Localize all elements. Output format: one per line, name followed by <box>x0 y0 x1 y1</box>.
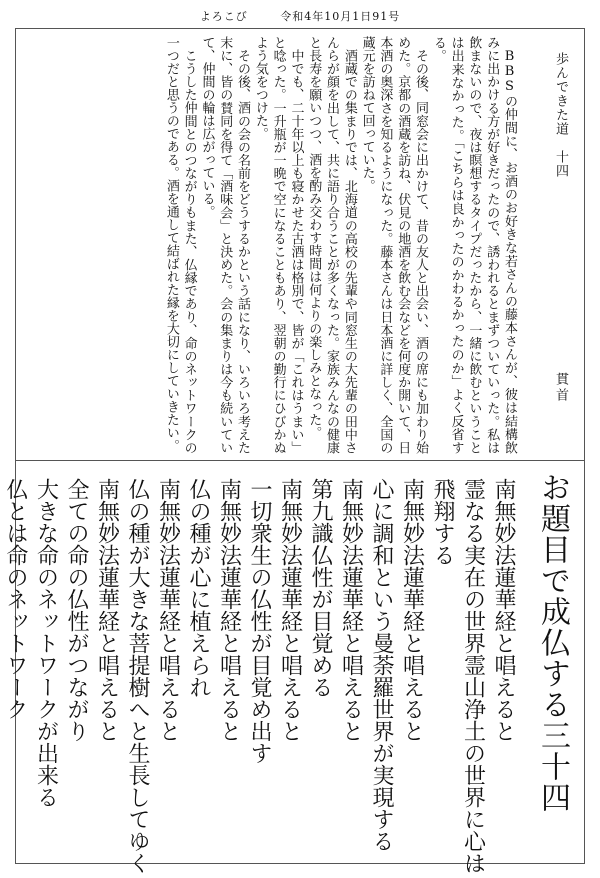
essay-paragraph: 酒蔵での集まりでは、北海道の高校の先輩や同窓生の大先輩の田中さんらが顔を出して、共に語り合うことが多くなった。家族みんなの健康と長寿を願いつつ、酒を酌み交わす時間は何よりの楽しみとなった。 <box>306 36 357 454</box>
essay-body <box>23 36 518 454</box>
poem-line: 南無妙法蓮華経と唱えると <box>155 478 181 742</box>
essay-paragraph: その後、酒の会の名前をどうするかという話になり、いろいろ考えた末に、皆の賛同を得て「酒味会」と決めた。会の集まりは今も続いていて、仲間の輪は広がっている。 <box>199 36 251 454</box>
poem-line: 大きな命のネットワークが出来る <box>33 478 59 808</box>
poem-line: 南無妙法蓮華経と唱えると <box>399 478 425 742</box>
poem-line: 仏の種が心に植えられ <box>186 478 211 698</box>
poem-line: 第九識仏性が目覚める <box>308 478 333 698</box>
poem-line: 南無妙法蓮華経と唱えると <box>277 478 303 742</box>
essay-paragraph: その後、同窓会に出かけて、昔の友人と出会い、酒の席にも加わり始めた。京都の酒蔵を訪ね、伏見の地酒を飲む会などを何度か開いて、日本酒の奥深さを知るようになった。藤本さんは日本酒に詳しく、全国の蔵元を訪ねて回っていた。 <box>359 36 429 454</box>
poem-line: 一切衆生の仏性が目覚め出す <box>247 478 272 764</box>
poem-line: 飛翔する <box>430 478 455 566</box>
essay-paragraph: BBSの仲間に、お酒のお好きな若さんの藤本さんが、彼は結構飲みに出かける方が好きだったので、誘われるとまずついていった。私は飲まないので、夜は瞑想するタイプだったから、一緒に飲むということは出来なかった。「こちらは良かったのかわるかったのか」よく反省する。 <box>430 36 517 454</box>
essay-paragraph: 中でも、二十年以上も寝かせた古酒は格別で、皆が「これはうまい」と唸った。一升瓶が一晩で空になることもあり、翌朝の勤行にひびかぬよう気をつけた。 <box>252 36 304 454</box>
poem-line: 南無妙法蓮華経と唱えると <box>216 478 242 742</box>
poem-line: 心に調和という曼荼羅世界が実現する <box>369 478 394 852</box>
poem-line: 南無妙法蓮華経と唱えると <box>338 478 364 742</box>
series-title: 歩んできた道 十四 <box>553 52 568 178</box>
poem-line: 仏の種が大きな菩提樹へと生長してゆく <box>125 478 150 874</box>
poem-line: 霊なる実在の世界霊山浄土の世界に心は <box>460 478 486 874</box>
author-name: 貫首 <box>553 372 568 404</box>
poem-line: 全ての命の仏性がつながり <box>64 478 89 742</box>
issue-date: 令和4年10月1日91号 <box>280 10 401 23</box>
poem-body <box>3 478 518 874</box>
essay-paragraph: こうした仲間とのつながりもまた、仏縁であり、命のネットワークの一つだと思うのである。酒を通して結ばれた縁を大切にしていきたい。 <box>163 36 197 454</box>
page-header <box>0 8 600 24</box>
poem-line: 南無妙法蓮華経と唱えると <box>491 478 516 742</box>
poem-line: 南無妙法蓮華経と唱えると <box>94 478 120 742</box>
publication-name: よろこび <box>199 10 248 23</box>
section-divider <box>15 460 585 461</box>
poem-title: お題目で成仏する三十四 <box>535 472 570 813</box>
poem-line: 仏とは命のネットワーク <box>3 478 28 720</box>
